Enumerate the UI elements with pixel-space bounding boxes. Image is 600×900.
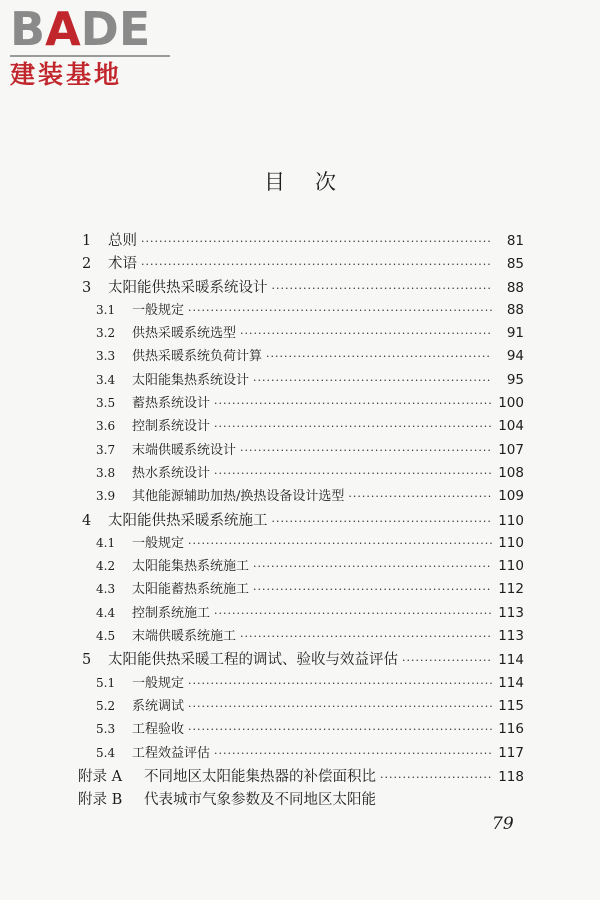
dot-leader [214, 467, 492, 480]
toc-entry-page: 100 [498, 395, 524, 412]
toc-entry-page: 108 [498, 464, 524, 481]
dot-leader [253, 560, 492, 573]
toc-entry-number: 5.1 [96, 675, 116, 690]
dot-leader [214, 607, 492, 620]
toc-entry-number: 3.5 [96, 396, 116, 411]
toc-entry-label: 代表城市气象参数及不同地区太阳能 [144, 792, 376, 809]
toc-entry-number: 3 [82, 279, 92, 296]
toc-entry [78, 648, 524, 671]
toc-entry-number: 3.1 [96, 302, 116, 317]
toc-entry-number: 4.5 [96, 629, 116, 644]
dot-leader [141, 258, 492, 271]
dot-leader [348, 490, 492, 503]
toc-entry-label: 工程验收 [132, 722, 185, 738]
dot-leader [240, 327, 492, 340]
toc-entry [78, 602, 524, 625]
dot-leader [253, 583, 492, 596]
toc-entry-page: 88 [506, 301, 524, 318]
toc-entry-number: 4.3 [96, 582, 116, 597]
toc-entry-page: 110 [498, 558, 524, 575]
toc-entry-page: 117 [498, 744, 524, 761]
toc-entry [78, 555, 524, 578]
toc-entry-page: 115 [498, 697, 524, 714]
toc-entry-label: 控制系统设计 [132, 419, 211, 435]
toc-entry-label: 一般规定 [132, 535, 185, 551]
toc-entry-number: 3.8 [96, 465, 116, 480]
toc-entry-number: 4.2 [96, 559, 116, 574]
toc-entry-label: 供热采暖系统选型 [132, 326, 237, 342]
toc-entry-label: 总则 [108, 233, 137, 249]
toc-entry-page: 91 [506, 325, 524, 342]
toc-entry-page: 114 [498, 674, 524, 691]
toc-entry-number: 3.2 [96, 326, 116, 341]
dot-leader [188, 537, 492, 550]
toc-entry [78, 718, 524, 741]
toc-entry-page: 94 [506, 348, 524, 365]
toc-entry-number: 5.3 [96, 722, 116, 737]
toc-entry-page: 116 [498, 721, 524, 738]
logo-wordmark: BADE [10, 2, 151, 56]
toc-entry-page: 114 [498, 652, 524, 669]
toc-entry [78, 625, 524, 648]
toc-entry-label: 术语 [108, 256, 137, 273]
toc-entry-number: 3.6 [96, 419, 116, 434]
toc-entry-page: 113 [498, 628, 524, 645]
page-title: 目次 [264, 170, 366, 194]
toc-entry [78, 252, 524, 275]
toc-entry [78, 765, 524, 788]
toc-entry-label: 不同地区太阳能集热器的补偿面积比 [144, 768, 376, 785]
toc-entry-page: 118 [498, 768, 524, 785]
toc-entry-page: 95 [506, 371, 524, 388]
toc-entry-label: 控制系统施工 [132, 605, 211, 621]
toc-entry-number: 3.3 [96, 349, 116, 364]
toc-entry-page: 85 [506, 256, 524, 273]
toc-entry [78, 229, 524, 252]
toc-entry-page: 110 [498, 512, 524, 529]
toc-entry [78, 345, 524, 368]
toc-entry-page: 107 [498, 441, 524, 458]
toc-entry [78, 742, 524, 765]
dot-leader [402, 654, 492, 667]
toc-entry-number: 5 [82, 652, 92, 669]
toc-entry-number: 4.1 [96, 535, 116, 550]
toc-entry [78, 439, 524, 462]
toc-entry [78, 788, 524, 811]
toc-entry-number: 附录 A [78, 768, 123, 785]
toc-entry [78, 695, 524, 718]
toc-entry-page: 104 [498, 418, 524, 435]
dot-leader [272, 282, 493, 295]
toc-entry [78, 392, 524, 415]
toc-entry-label: 太阳能集热系统施工 [132, 559, 250, 575]
dot-leader [214, 747, 492, 760]
toc-entry [78, 485, 524, 508]
toc-entry-page: 110 [498, 534, 524, 551]
toc-entry [78, 415, 524, 438]
toc-entry-page: 113 [498, 604, 524, 621]
toc-entry-label: 工程效益评估 [132, 745, 211, 761]
dot-leader [380, 771, 492, 784]
dot-leader [214, 397, 492, 410]
toc-entry [78, 322, 524, 345]
toc-entry-label: 末端供暖系统设计 [132, 442, 237, 458]
dot-leader [253, 374, 492, 387]
toc-entry [78, 578, 524, 601]
toc-entry-label: 系统调试 [132, 698, 185, 714]
toc-entry-number: 1 [82, 233, 92, 249]
toc-entry-label: 蓄热系统设计 [132, 396, 211, 412]
toc-entry-label: 太阳能集热系统设计 [132, 372, 250, 388]
toc-entry-page: 81 [506, 233, 524, 249]
toc-entry [78, 672, 524, 695]
toc-entry [78, 276, 524, 299]
toc-entry-number: 3.9 [96, 489, 116, 504]
toc-entry-label: 一般规定 [132, 675, 185, 691]
toc-entry [78, 369, 524, 392]
toc-entry-label: 末端供暖系统施工 [132, 629, 237, 645]
toc-entry-label: 一般规定 [132, 302, 185, 318]
dot-leader [188, 700, 492, 713]
dot-leader [240, 444, 492, 457]
toc-entry [78, 299, 524, 322]
toc-entry-label: 供热采暖系统负荷计算 [132, 349, 263, 365]
dot-leader [240, 630, 492, 643]
toc-entry [78, 509, 524, 532]
toc-entry-number: 4.4 [96, 605, 116, 620]
logo [10, 2, 180, 89]
toc-entry-number: 5.2 [96, 698, 116, 713]
toc-entry-number: 3.4 [96, 372, 116, 387]
toc-entry-label: 太阳能供热采暖工程的调试、验收与效益评估 [108, 652, 398, 669]
toc-entry-label: 太阳能蓄热系统施工 [132, 582, 250, 598]
page-number: 79 [492, 814, 514, 834]
dot-leader [188, 677, 492, 690]
toc-entry-number: 附录 B [78, 792, 123, 809]
toc-entry-page: 88 [506, 279, 524, 296]
toc-entry-label: 太阳能供热采暖系统施工 [108, 512, 268, 529]
toc-entry-number: 4 [82, 512, 92, 529]
dot-leader [214, 420, 492, 433]
toc-entry-label: 其他能源辅助加热/换热设备设计选型 [132, 489, 345, 505]
dot-leader [188, 723, 492, 736]
toc-entry-page: 112 [498, 581, 524, 598]
dot-leader [141, 235, 492, 248]
toc-entry-number: 5.4 [96, 745, 116, 760]
dot-leader [266, 350, 492, 363]
toc-entry-number: 3.7 [96, 442, 116, 457]
table-of-contents [78, 229, 524, 811]
logo-subtitle: 建装基地 [10, 60, 123, 89]
toc-entry-label: 太阳能供热采暖系统设计 [108, 279, 268, 296]
toc-entry-label: 热水系统设计 [132, 465, 211, 481]
toc-entry-number: 2 [82, 256, 92, 273]
toc-entry [78, 462, 524, 485]
toc-entry-page: 109 [498, 488, 524, 505]
toc-entry [78, 532, 524, 555]
dot-leader [188, 304, 492, 317]
dot-leader [272, 515, 493, 528]
